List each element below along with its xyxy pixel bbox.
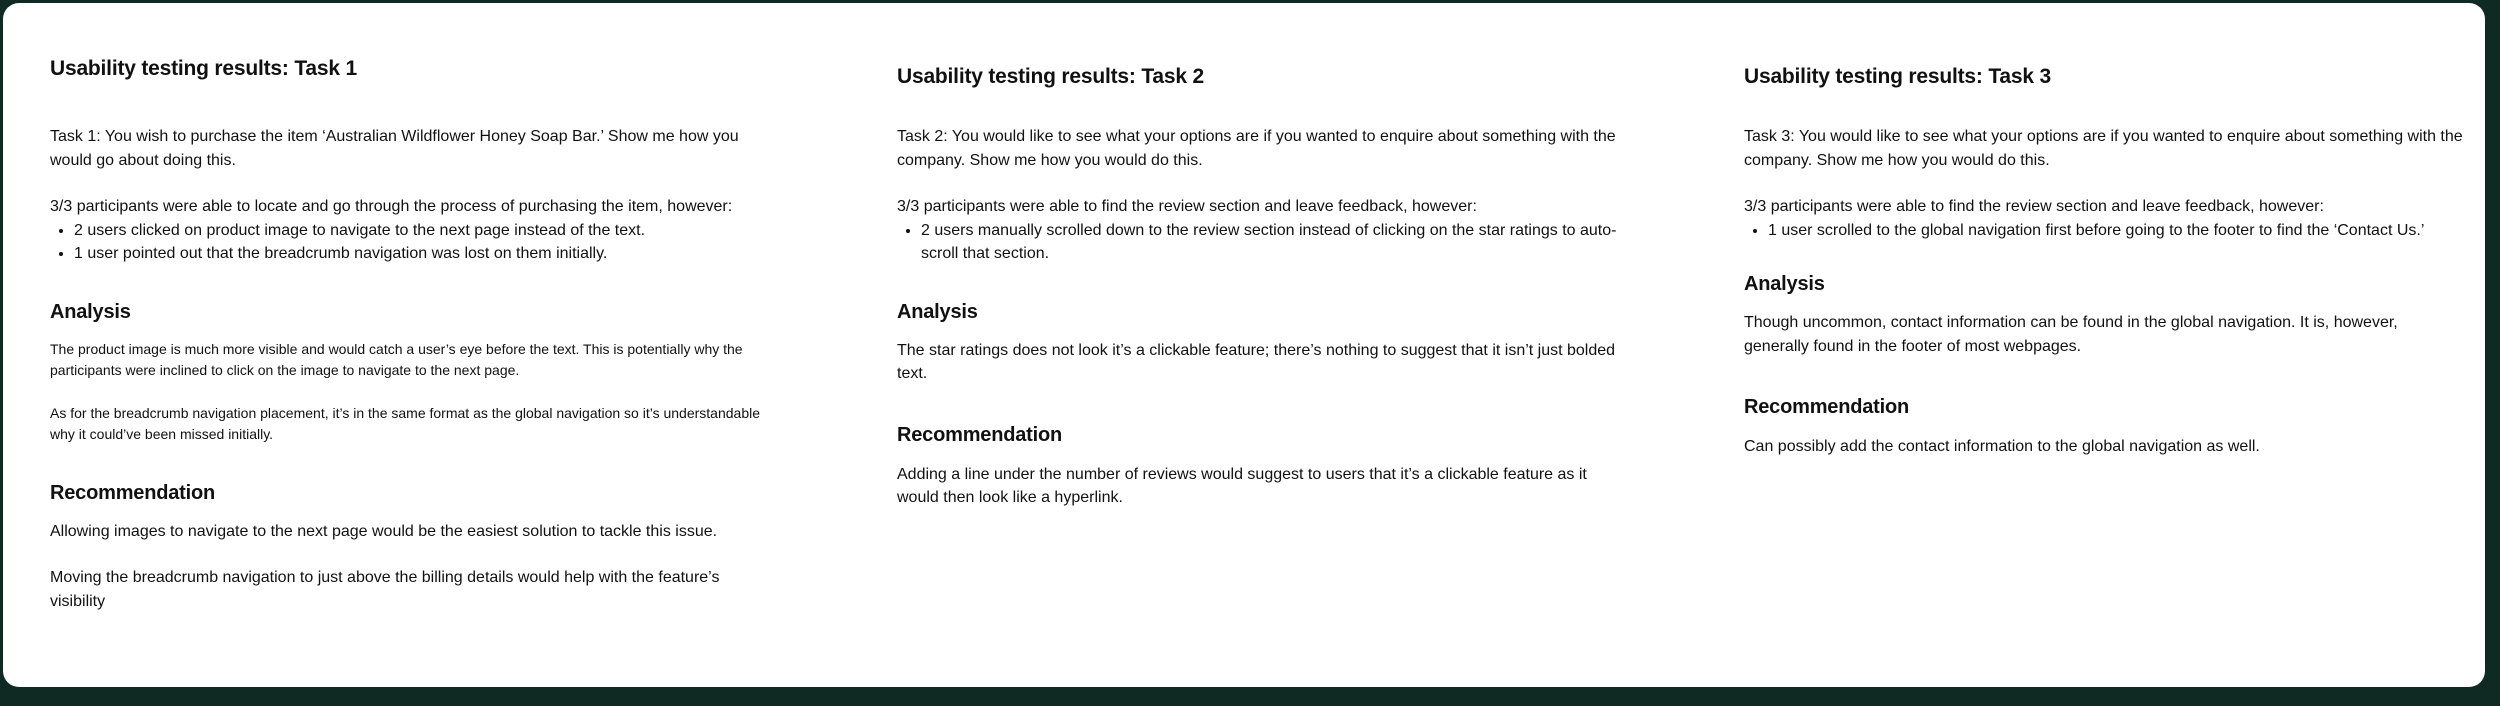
task-3-prompt: Task 3: You would like to see what your options are if you wanted to enquire about something with the company. Show me how you would do this.: [1744, 128, 2463, 169]
task-3-analysis-heading: Analysis: [1744, 273, 1825, 295]
task-3-summary: 3/3 participants were able to find the review section and leave feedback, however:: [1744, 198, 2324, 215]
task-3-title: Usability testing results: Task 3: [1744, 65, 2051, 88]
task-3-body: [1744, 125, 2464, 459]
task-2-summary: 3/3 participants were able to find the review section and leave feedback, however:: [897, 198, 1477, 215]
task-1-prompt: Task 1: You wish to purchase the item ‘Australian Wildflower Honey Soap Bar.’ Show me how you would go about doing this.: [50, 128, 739, 169]
task-1-analysis-heading: Analysis: [50, 300, 131, 323]
task-1-analysis-paragraph: The product image is much more visible and would catch a user’s eye before the text. This is potentially why the participants were inclined to click on the image to navigate to the next page.: [50, 340, 743, 378]
task-2-findings: [897, 219, 1617, 266]
task-2-title: Usability testing results: Task 2: [897, 65, 1204, 88]
task-2-analysis-paragraph: The star ratings does not look it’s a clickable feature; there’s nothing to suggest that it isn’t just bolded text.: [897, 341, 1616, 382]
task-2-body: [897, 125, 1617, 510]
task-3-findings: [1744, 219, 2464, 243]
task-3-analysis-paragraph: Though uncommon, contact information can be found in the global navigation. It is, however, generally found in the footer of most webpages.: [1744, 314, 2398, 355]
task-1-body: [50, 125, 770, 613]
results-card: [3, 3, 2485, 687]
task-3-recommendation-heading: Recommendation: [1744, 396, 1910, 418]
task-1-recommendation-paragraph: Allowing images to navigate to the next page would be the easiest solution to tackle this issue.: [50, 522, 718, 540]
task-1-recommendation-paragraph: Moving the breadcrumb navigation to just above the billing details would help with the feature’s visibility: [50, 569, 720, 610]
task-2-analysis-heading: Analysis: [897, 300, 978, 323]
task-2-finding: • 2 users manually scrolled down to the review section instead of clicking on the star ratings to auto-scroll that section.: [921, 219, 1617, 266]
task-1-finding: • 2 users clicked on product image to navigate to the next page instead of the text.: [74, 219, 770, 243]
task-2-prompt: Task 2: You would like to see what your options are if you wanted to enquire about something with the company. Show me how you would do this.: [897, 128, 1616, 169]
task-3-finding: • 1 user scrolled to the global navigation first before going to the footer to find the ‘Contact Us.’: [1768, 219, 2464, 243]
task-1-analysis-paragraph: As for the breadcrumb navigation placement, it’s in the same format as the global navigation so it’s understandable why it could’ve been missed initially.: [50, 404, 761, 442]
task-2-recommendation-heading: Recommendation: [897, 423, 1063, 446]
task-2-recommendation-paragraph: Adding a line under the number of reviews would suggest to users that it’s a clickable feature as it would then look like a hyperlink.: [897, 465, 1587, 506]
task-1-title: Usability testing results: Task 1: [50, 57, 357, 80]
task-1-findings: [50, 219, 770, 266]
task-3-recommendation-paragraph: Can possibly add the contact information to the global navigation as well.: [1744, 438, 2260, 455]
task-1-summary: 3/3 participants were able to locate and go through the process of purchasing the item, however:: [50, 198, 733, 215]
task-1-finding: • 1 user pointed out that the breadcrumb navigation was lost on them initially.: [74, 242, 770, 266]
task-1-recommendation-heading: Recommendation: [50, 481, 216, 504]
